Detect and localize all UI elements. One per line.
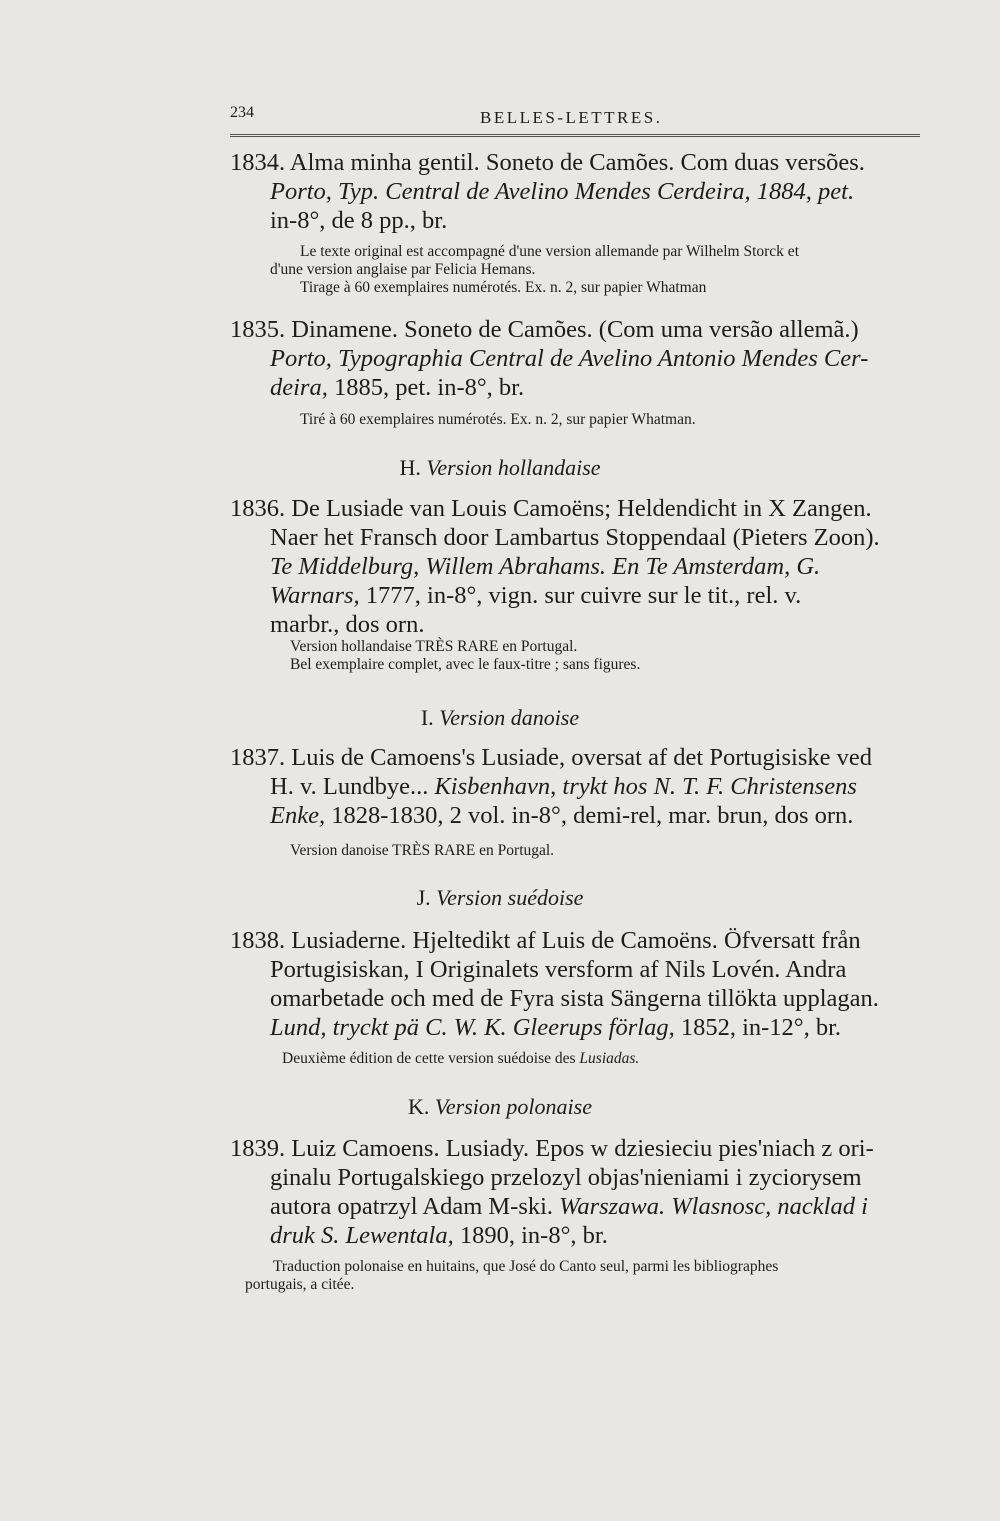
entry-imprint: Porto, Typographia Central de Avelino Antonio Mendes Cer- bbox=[270, 345, 869, 372]
note-line: Bel exemplaire complet, avec le faux-titre ; sans figures. bbox=[290, 656, 641, 673]
entry-line: ginalu Portugalskiego przelozyl objas'nieniami i zyciorysem bbox=[270, 1164, 862, 1191]
note-1837 bbox=[290, 842, 940, 860]
section-heading-k bbox=[0, 1094, 1000, 1120]
entry-line: autora opatrzyl Adam M-ski. bbox=[270, 1193, 560, 1220]
note-line: Deuxième édition de cette version suédoise des bbox=[282, 1050, 580, 1067]
entry-imprint: Enke, bbox=[270, 802, 326, 829]
entry-line: 1777, in-8°, vign. sur cuivre sur le tit., rel. v. bbox=[359, 582, 802, 609]
section-heading-j bbox=[0, 885, 1000, 911]
entry-imprint: Warszawa. Wlasnosc, nacklad i bbox=[559, 1193, 868, 1220]
section-title: Version polonaise bbox=[434, 1094, 592, 1119]
note-1836 bbox=[290, 638, 940, 674]
entry-line: omarbetade och med de Fyra sista Sängerna tillökta upplagan. bbox=[270, 985, 879, 1012]
entry-line: Naer het Fransch door Lambartus Stoppendaal (Pieters Zoon). bbox=[270, 524, 880, 551]
section-title: Version suédoise bbox=[436, 885, 584, 910]
section-heading-h bbox=[0, 455, 1000, 481]
entry-imprint: Lund, tryckt pä C. W. K. Gleerups förlag, bbox=[270, 1014, 675, 1041]
entry-line: marbr., dos orn. bbox=[270, 611, 425, 638]
entry-imprint: Warnars, bbox=[270, 582, 360, 609]
entry-1838 bbox=[230, 926, 920, 1042]
note-1834 bbox=[270, 243, 920, 297]
note-line: Traduction polonaise en huitains, que José do Canto seul, parmi les bibliographes bbox=[273, 1258, 779, 1275]
note-line: Le texte original est accompagné d'une version allemande par Wilhelm Storck et bbox=[300, 243, 799, 260]
page-number: 234 bbox=[230, 104, 254, 121]
section-heading-i bbox=[0, 705, 1000, 731]
note-line: portugais, a citée. bbox=[245, 1276, 355, 1293]
note-italic: Lusiadas. bbox=[579, 1050, 640, 1067]
section-letter: I. bbox=[420, 705, 434, 730]
note-line: Tiré à 60 exemplaires numérotés. Ex. n. 2, sur papier Whatman. bbox=[300, 411, 696, 428]
entry-line: 1828-1830, 2 vol. in-8°, demi-rel, mar. brun, dos orn. bbox=[325, 802, 854, 829]
entry-1836 bbox=[230, 494, 920, 639]
note-1835 bbox=[300, 411, 950, 429]
section-title: Version hollandaise bbox=[426, 455, 601, 480]
note-line: Version danoise TRÈS RARE en Portugal. bbox=[290, 842, 555, 859]
entry-imprint: Porto, Typ. Central de Avelino Mendes Cerdeira, 1884, pet. bbox=[270, 178, 855, 205]
entry-1839 bbox=[230, 1134, 920, 1250]
entry-imprint: druk S. Lewentala, bbox=[270, 1222, 454, 1249]
section-letter: H. bbox=[399, 455, 421, 480]
entry-line: 1852, in-12°, br. bbox=[674, 1014, 842, 1041]
entry-line: 1835. Dinamene. Soneto de Camões. (Com uma versão allemã.) bbox=[230, 316, 859, 343]
entry-1837 bbox=[230, 743, 920, 830]
entry-imprint: deira, bbox=[270, 374, 328, 401]
entry-imprint: Kisbenhavn, trykt hos N. T. F. Christensens bbox=[434, 773, 857, 800]
entry-line: Portugisiskan, I Originalets versform af Nils Lovén. Andra bbox=[270, 956, 847, 983]
note-line: Tirage à 60 exemplaires numérotés. Ex. n. 2, sur papier Whatman bbox=[300, 279, 707, 296]
note-line: d'une version anglaise par Felicia Hemans. bbox=[270, 261, 536, 278]
section-letter: K. bbox=[408, 1094, 430, 1119]
entry-line: 1838. Lusiaderne. Hjeltedikt af Luis de Camoëns. Öfversatt från bbox=[230, 927, 861, 954]
entry-line: 1839. Luiz Camoens. Lusiady. Epos w dziesieciu pies'niach z ori- bbox=[230, 1135, 874, 1162]
entry-1835 bbox=[230, 315, 920, 402]
entry-line: 1837. Luis de Camoens's Lusiade, oversat af det Portugisiske ved bbox=[230, 744, 872, 771]
page-header bbox=[230, 100, 920, 137]
entry-line: H. v. Lundbye... bbox=[270, 773, 435, 800]
entry-line: in-8°, de 8 pp., br. bbox=[270, 207, 448, 234]
note-line: Version hollandaise TRÈS RARE en Portugal. bbox=[290, 638, 578, 655]
entry-line: 1836. De Lusiade van Louis Camoëns; Heldendicht in X Zangen. bbox=[230, 495, 872, 522]
note-1839 bbox=[245, 1258, 895, 1294]
entry-imprint: Te Middelburg, Willem Abrahams. En Te Amsterdam, G. bbox=[270, 553, 821, 580]
entry-1834 bbox=[230, 148, 920, 235]
entry-line: 1885, pet. in-8°, br. bbox=[327, 374, 525, 401]
entry-line: 1834. Alma minha gentil. Soneto de Camões. Com duas versões. bbox=[230, 149, 865, 176]
section-letter: J. bbox=[416, 885, 431, 910]
section-title: Version danoise bbox=[439, 705, 580, 730]
running-title: BELLES-LETTRES. bbox=[480, 108, 663, 127]
note-1838 bbox=[282, 1050, 932, 1068]
entry-line: 1890, in-8°, br. bbox=[453, 1222, 608, 1249]
